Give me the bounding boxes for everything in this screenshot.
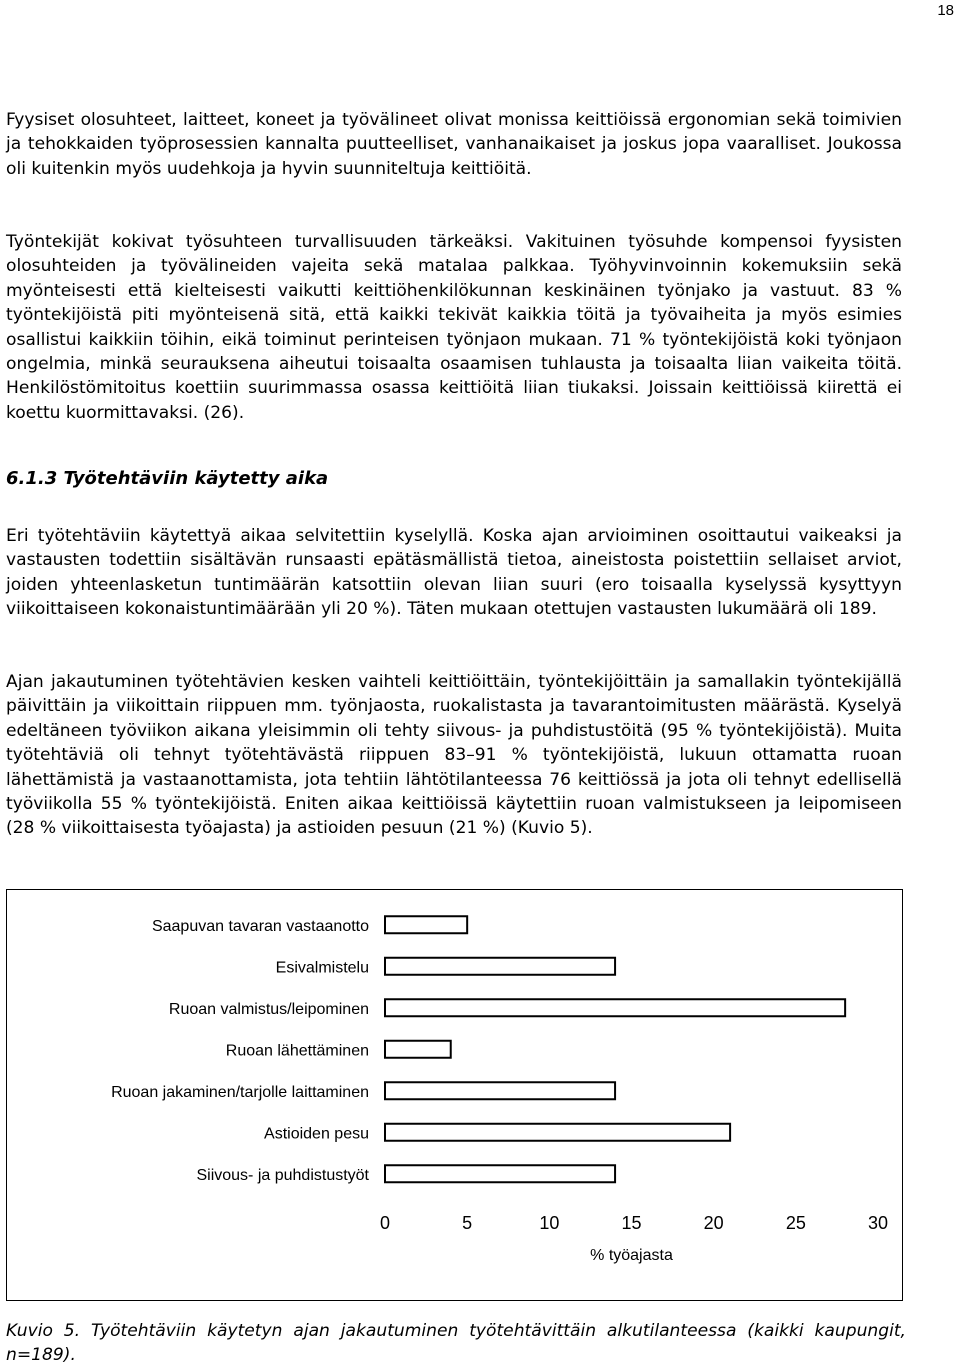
x-axis-label: % työajasta xyxy=(590,1247,673,1264)
paragraph-time-distribution: Ajan jakautuminen työtehtävien kesken vaihteli keittiöittäin, työntekijöittäin ja samallakin työntekijällä päivittäin ja viikoittain riippuen mm. työnjaosta, ruokalistasta ja tavarantoimitusten määrästä. Kyselyä edeltäneen työviikon aikana yleisimmin oli tehty siivous- ja puhdistustöitä (95 % työntekijöistä). Muita työtehtäviä oli tehnyt työtehtävästä riippuen 83–91 % työntekijöistä, lukuun ottamatta ruoan lähettämistä ja vastaanottamista, jota tehtiin lähtötilanteessa 76 keittiössä ja jota oli tehnyt edellisellä työviikolla 55 % työntekijöistä. Eniten aikaa keittiöissä käytettiin ruoan valmistukseen ja leipomiseen (28 % viikoittaisesta työajasta) ja astioiden pesuun (21 %) (Kuvio 5). xyxy=(6,672,902,839)
x-tick-label-1: 5 xyxy=(462,1213,473,1233)
bar-0 xyxy=(385,916,467,933)
category-label-4: Ruoan jakaminen/tarjolle laittaminen xyxy=(111,1083,369,1101)
x-tick-label-6: 30 xyxy=(867,1213,889,1233)
category-label-6: Siivous- ja puhdistustyöt xyxy=(196,1166,369,1184)
x-tick-label-3: 15 xyxy=(621,1213,642,1233)
paragraph-employment-wellbeing: Työntekijät kokivat työsuhteen turvallisuuden tärkeäksi. Vakituinen työsuhde kompensoi fyysisten olosuhteiden ja työvälineiden vajeita sekä matalaa palkkaa. Työhyvinvoinnin kokemuksiin sekä myönteisesti että kielteisesti vaikutti keittiöhenkilökunnan keskinäinen työnjako ja vastuut. 83 % työntekijöistä piti myönteisenä sitä, että kaikki tekivät kaikkia töitä ja työvaiheita ja myös esimies osallistui kaikkiin töihin, eikä toiminut perinteisen työnjaon mukaan. 71 % työntekijöistä koki työnjaon ongelmia, minkä seurauksena aiheutui toisaalta osaamisen tuhlausta ja toisaalta liian vaikeita töitä. Henkilöstömitoitus koettiin suurimmassa osassa keittiöitä liian tiukaksi. Joissain keittiöissä kiirettä ei koettu kuormittavaksi. (26). xyxy=(6,232,902,423)
section-heading: 6.1.3 Työtehtäviin käytetty aika xyxy=(6,468,329,489)
category-label-3: Ruoan lähettäminen xyxy=(225,1042,369,1060)
category-label-0: Saapuvan tavaran vastaanotto xyxy=(151,917,369,935)
bar-1 xyxy=(385,958,615,975)
category-label-5: Astioiden pesu xyxy=(264,1125,369,1143)
page-number: 18 xyxy=(937,2,954,19)
category-label-2: Ruoan valmistus/leipominen xyxy=(168,1000,369,1018)
x-tick-label-5: 25 xyxy=(785,1213,806,1233)
bar-2 xyxy=(385,999,845,1016)
paragraph-physical-conditions: Fyysiset olosuhteet, laitteet, koneet ja työvälineet olivat monissa keittiöissä ergonomian sekä toimivien ja tehokkaiden työprosessien kannalta puutteelliset, vanhanaikaiset ja joskus jopa vaaralliset. Joukossa oli kuitenkin myös uudehkoja ja hyvin suunniteltuja keittiöitä. xyxy=(6,110,902,179)
bar-chart xyxy=(7,890,902,1300)
x-tick-label-2: 10 xyxy=(539,1213,560,1233)
bar-4 xyxy=(385,1082,615,1099)
x-tick-label-4: 20 xyxy=(703,1213,724,1233)
figure-caption: Kuvio 5. Työtehtäviin käytetyn ajan jakautuminen työtehtävittäin alkutilanteessa (kaikki kaupungit, n=189). xyxy=(6,1321,906,1365)
category-label-1: Esivalmistelu xyxy=(275,959,369,977)
bar-3 xyxy=(385,1041,451,1058)
chart-frame xyxy=(6,889,903,1301)
paragraph-survey-method: Eri työtehtäviin käytettyä aikaa selvitettiin kyselyllä. Koska ajan arvioiminen osoittautui vaikeaksi ja vastausten todettiin sisältävän runsaasti epätäsmällistä tietoa, aineistosta poistettiin sellaiset arviot, joiden yhteenlasketun tuntimäärän katsottiin olevan liian suuri (ero toisaalla kyselyssä kysyttyyn viikoittaiseen kokonaistuntimäärään yli 20 %). Täten mukaan otettujen vastausten lukumäärä oli 189. xyxy=(6,526,902,620)
bar-5 xyxy=(385,1124,730,1141)
x-tick-label-0: 0 xyxy=(379,1213,391,1233)
bar-6 xyxy=(385,1165,615,1182)
